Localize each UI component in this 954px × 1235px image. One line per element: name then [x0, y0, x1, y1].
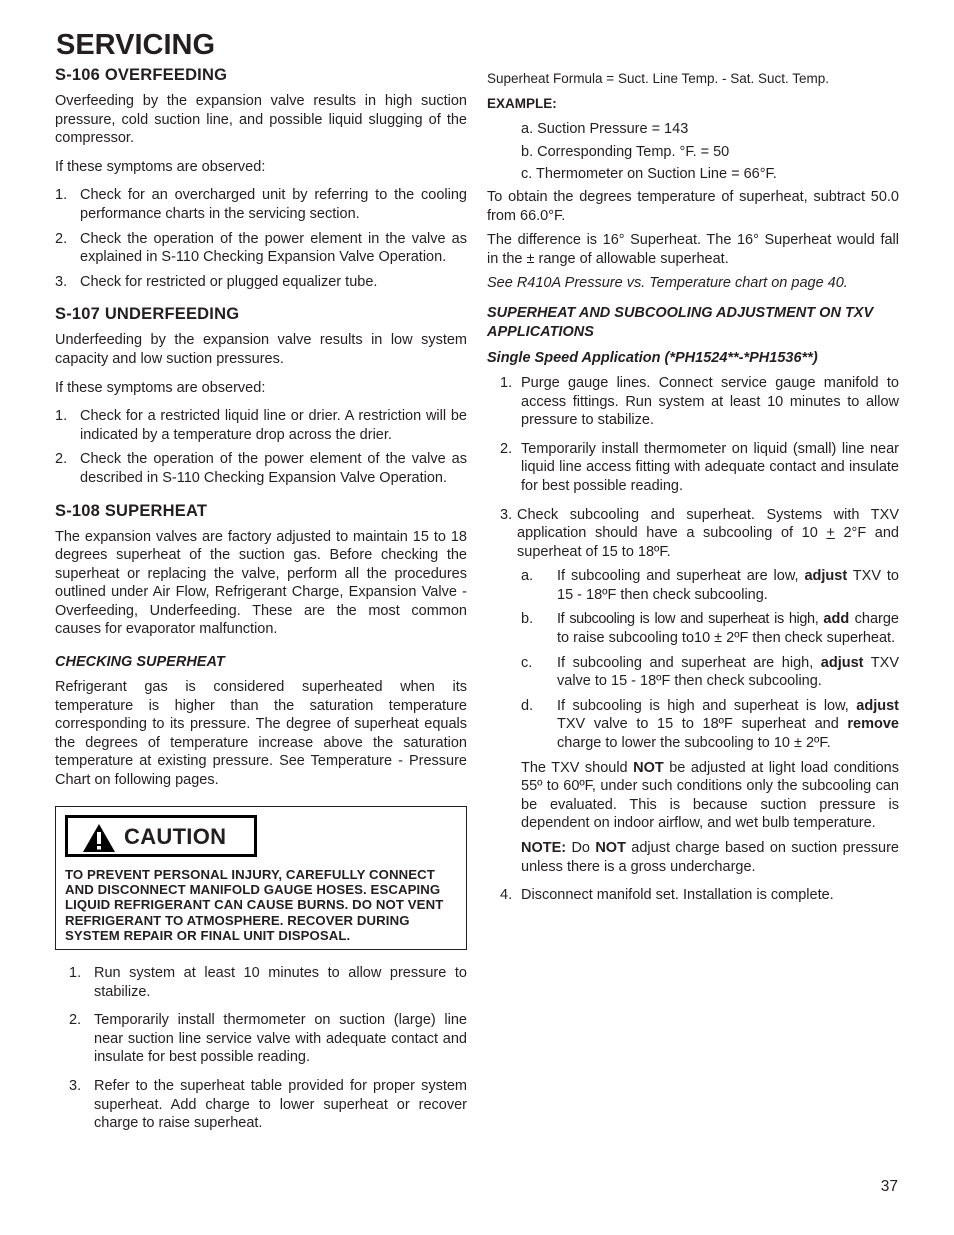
- list-number: 2.: [55, 230, 68, 247]
- list-text: Check the operation of the power element of the valve as described in S-110 Checking Expansion Valve Operation.: [80, 451, 467, 486]
- text: If subcooling is low and superheat is high,: [557, 611, 824, 628]
- list-number: 1.: [55, 187, 68, 204]
- left-column: [55, 64, 467, 1139]
- s107-intro: Underfeeding by the expansion valve results in low system capacity and low suction pressures.: [55, 332, 467, 367]
- superheat-formula: Superheat Formula = Suct. Line Temp. - Sat. Suct. Temp.: [487, 71, 830, 86]
- example-item: c. Thermometer on Suction Line = 66°F.: [521, 166, 777, 183]
- example-item: b. Corresponding Temp. °F. = 50: [521, 143, 730, 160]
- list-number: 1.: [69, 965, 82, 982]
- list-number: 2.: [55, 451, 68, 468]
- s108-intro: The expansion valves are factory adjusted to maintain 15 to 18 degrees superheat of the suction gas. Before checking the superheat or replacing the valve, perform all the procedures outlined under Air Flow, Refrigerant Charge, Expansion Valve - Overfeeding, Underfeeding. These are the most common causes for evaporator malfunction.: [55, 528, 467, 638]
- warning-triangle-icon: [82, 823, 116, 853]
- list-text: Check the operation of the power element in the valve as explained in S-110 Checking Expansion Valve Operation.: [80, 230, 467, 266]
- adjustment-heading: SUPERHEAT AND SUBCOOLING ADJUSTMENT ON TXV APPLICATIONS: [487, 304, 874, 340]
- bold-text: NOT: [633, 759, 664, 776]
- list-item: [487, 374, 899, 430]
- s106-heading: S-106 OVERFEEDING: [55, 66, 228, 84]
- s106-symptoms: If these symptoms are observed:: [55, 158, 266, 175]
- list-number: 2.: [500, 440, 513, 457]
- list-letter: c.: [521, 654, 533, 671]
- example-label: EXAMPLE:: [487, 95, 557, 111]
- text: adjust charge based on suction pressure unless there is a gross undercharge.: [521, 840, 899, 875]
- text: be adjusted at light load conditions 55º to 60ºF, under such conditions only the subcooling can be evaluated. This is because suction pressure is dependent on indoor airflow, and wet bulb temperature.: [521, 759, 899, 832]
- list-number: 3.: [500, 506, 513, 523]
- s107-heading: S-107 UNDERFEEDING: [55, 305, 240, 324]
- list-number: 3.: [69, 1078, 82, 1095]
- text: The TXV should: [521, 759, 634, 776]
- superheat-steps: [55, 964, 467, 1133]
- checking-superheat-text: Refrigerant gas is considered superheated when its temperature is higher than the saturation temperature corresponding to its pressure. The degree of superheat equals the degrees of temperature increase above the saturation temperature at existing pressure. See Temperature - Pressure Chart on following pages.: [55, 679, 467, 789]
- bold-text: remove: [847, 716, 899, 733]
- page-title: SERVICING: [56, 29, 216, 61]
- single-speed-heading: Single Speed Application (*PH1524**-*PH1536**): [487, 349, 818, 366]
- list-item: [521, 567, 899, 604]
- list-number: 1.: [500, 374, 513, 391]
- list-item: [55, 407, 467, 444]
- list-item: [487, 886, 899, 905]
- list-number: 2.: [69, 1012, 82, 1029]
- bold-text: NOT: [595, 840, 626, 856]
- list-text: Check for restricted or plugged equalizer tube.: [80, 273, 378, 290]
- list-number: 3.: [55, 273, 68, 290]
- bold-text: adjust: [820, 654, 864, 671]
- text: TXV valve to 15 to 18ºF superheat and: [557, 716, 848, 733]
- s106-list: [55, 186, 467, 291]
- list-text: Temporarily install thermometer on liquid (small) line near liquid line access fitting with adequate contact and insulate for best possible reading.: [521, 440, 899, 494]
- final-step: [487, 886, 899, 905]
- s106-intro: Overfeeding by the expansion valve results in high suction pressure, cold suction line, and possible liquid slugging of the compressor.: [55, 93, 467, 147]
- text: charge to lower the subcooling to 10 ± 2ºF.: [557, 735, 831, 752]
- list-text: Check for an overcharged unit by referring to the cooling performance charts in the servicing section.: [80, 187, 467, 222]
- list-item: [55, 273, 467, 292]
- s107-symptoms: If these symptoms are observed:: [55, 379, 266, 396]
- bold-text: adjust: [804, 568, 848, 585]
- list-item: [521, 697, 899, 753]
- bold-text: add: [823, 611, 850, 628]
- text: Do: [566, 840, 596, 856]
- text: TXV to 15 - 18ºF then check subcooling.: [557, 568, 899, 603]
- text: If subcooling is high and superheat is low,: [557, 697, 857, 714]
- list-item: [69, 964, 467, 1001]
- list-letter: b.: [521, 611, 534, 628]
- caution-text: TO PREVENT PERSONAL INJURY, CAREFULLY CONNECT AND DISCONNECT MANIFOLD GAUGE HOSES. ESCAPING LIQUID REFRIGERANT CAN CAUSE BURNS. DO NOT VENT REFRIGERANT TO ATMOSPHERE. RECOVER DURING SYSTEM REPAIR OR FINAL UNIT DISPOSAL.: [65, 866, 444, 943]
- checking-superheat-heading: CHECKING SUPERHEAT: [55, 654, 225, 671]
- text: TXV valve to 15 - 18ºF then check subcooling.: [557, 654, 899, 690]
- plus-minus-symbol: +: [826, 525, 835, 542]
- s107-list: [55, 407, 467, 487]
- text: If subcooling and superheat are high,: [557, 654, 821, 671]
- text: If subcooling and superheat are low,: [557, 568, 805, 585]
- s108-heading: S-108 SUPERHEAT: [55, 501, 208, 520]
- list-text: Refer to the superheat table provided for proper system superheat. Add charge to lower superheat or recover charge to raise superheat.: [94, 1078, 467, 1132]
- list-text: Temporarily install thermometer on suction (large) line near suction line service valve with adequate contact and insulate for best possible reading.: [94, 1012, 467, 1066]
- list-item: [55, 186, 467, 223]
- list-item: [69, 1011, 467, 1067]
- list-text: Run system at least 10 minutes to allow pressure to stabilize.: [94, 965, 467, 1000]
- right-column: [487, 70, 899, 905]
- see-chart-text: See R410A Pressure vs. Temperature chart on page 40.: [487, 275, 848, 292]
- list-text: Check for a restricted liquid line or drier. A restriction will be indicated by a temperature drop across the drier.: [80, 408, 467, 443]
- txv-note: [521, 759, 899, 833]
- list-text: Purge gauge lines. Connect service gauge manifold to access fittings. Run system at least 10 minutes to allow pressure to stabilize.: [521, 374, 899, 429]
- note-label: NOTE:: [521, 840, 567, 856]
- caution-box: [55, 806, 467, 950]
- list-number: 1.: [55, 408, 68, 425]
- list-item: [521, 654, 899, 691]
- caution-banner: [65, 815, 257, 857]
- step3-text-a: Check subcooling and superheat. Systems with TXV application should have a subcooling of 10: [517, 506, 899, 542]
- list-item: [55, 230, 467, 267]
- list-number: 4.: [500, 887, 513, 904]
- list-item: [521, 610, 899, 647]
- text: charge to raise subcooling to10 ± 2ºF then check superheat.: [557, 611, 899, 647]
- charge-note: [521, 839, 899, 876]
- adjustment-steps: [487, 374, 899, 561]
- list-item: [487, 440, 899, 496]
- example-item: a. Suction Pressure = 143: [521, 121, 689, 138]
- list-text: Disconnect manifold set. Installation is complete.: [521, 887, 834, 904]
- page-number: 37: [880, 1178, 898, 1195]
- difference-text: The difference is 16° Superheat. The 16° Superheat would fall in the ± range of allowable superheat.: [487, 232, 899, 267]
- list-letter: d.: [521, 697, 534, 714]
- list-item: [69, 1077, 467, 1133]
- list-item: [55, 450, 467, 487]
- example-list: [487, 120, 899, 184]
- list-letter: a.: [521, 568, 534, 585]
- step3-text-b: 2°F and superheat of 15 to 18ºF.: [517, 525, 899, 560]
- list-item: [487, 506, 899, 562]
- list-text: [517, 507, 899, 560]
- obtain-text: To obtain the degrees temperature of superheat, subtract 50.0 from 66.0°F.: [487, 188, 899, 224]
- subcooling-sublist: [521, 567, 899, 752]
- caution-label: CAUTION: [124, 823, 227, 849]
- bold-text: adjust: [856, 697, 899, 714]
